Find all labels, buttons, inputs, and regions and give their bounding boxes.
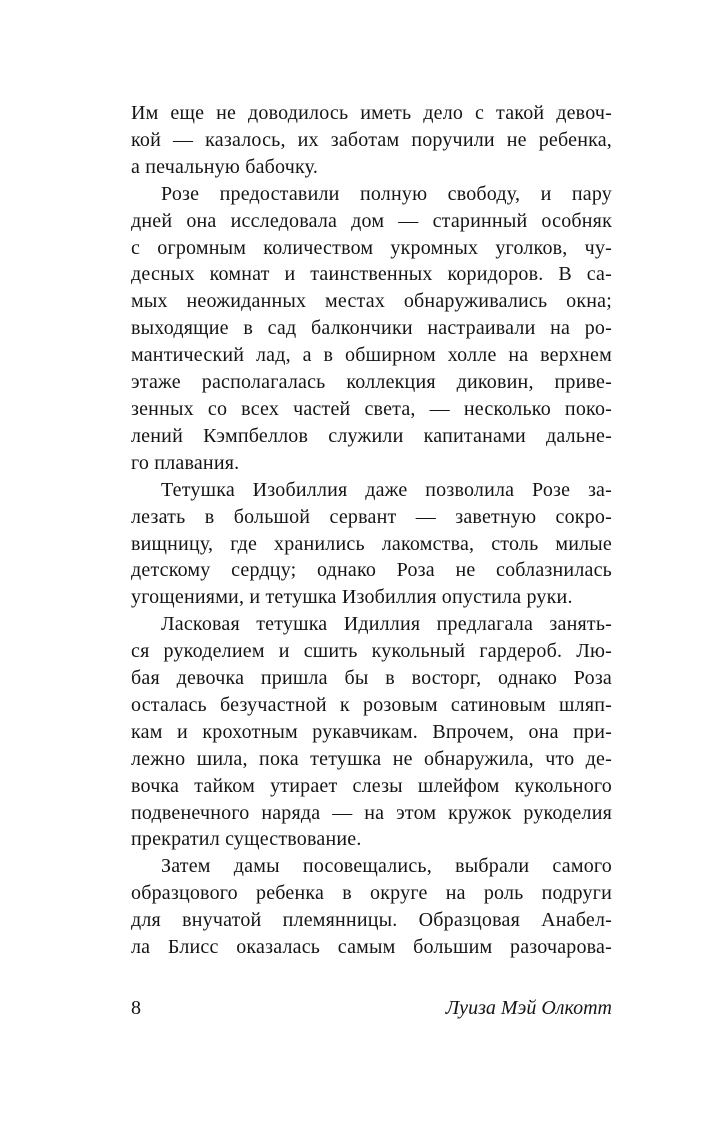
text-line: Тетушка Изобиллия даже позволила Розе за- [161, 478, 612, 501]
text-line: лений Кэмпбеллов служили капитанами дальне- [131, 424, 612, 447]
text-line: дней она исследовала дом — старинный особняк [131, 209, 612, 232]
text-line: мантический лад, а в обширном холле на верхнем [131, 344, 612, 367]
text-line: Ласковая тетушка Идиллия предлагала занять- [161, 613, 612, 636]
text-line: угощениями, и тетушка Изобиллия опустила руки. [131, 586, 573, 609]
text-line: кой — казалось, их заботам поручили не ребенка, [131, 128, 612, 151]
page-footer [131, 997, 612, 1020]
text-line: этаже располагалась коллекция диковин, приве- [131, 371, 612, 394]
text-line: Им еще не доводилось иметь дело с такой девоч- [131, 102, 612, 124]
text-line: мых неожиданных местах обнаруживались окна; [131, 290, 612, 313]
text-line: осталась безучастной к розовым сатиновым шляп- [131, 693, 612, 716]
page-text [131, 100, 612, 961]
text-line: подвенечного наряда — на этом кружок рукоделия [131, 801, 612, 824]
running-title-author: Луиза Мэй Олкотт [445, 997, 612, 1019]
text-line: а печальную бабочку. [131, 155, 319, 178]
text-line: вочка тайком утирает слезы шлейфом кукольного [131, 774, 612, 797]
text-line: для внучатой племянницы. Образцовая Анабел- [131, 909, 612, 932]
text-line: ся рукоделием и сшить кукольный гардероб. Лю- [131, 640, 612, 663]
text-line: ла Блисс оказалась самым большим разочарова- [131, 936, 612, 959]
text-line: бая девочка пришла бы в восторг, однако Роза [131, 667, 612, 690]
text-line: Розе предоставили полную свободу, и пару [161, 182, 612, 205]
text-line: зенных со всех частей света, — несколько поко- [131, 397, 612, 420]
text-line: выходящие в сад балкончики настраивали на ро- [131, 317, 612, 340]
text-line: десных комнат и таинственных коридоров. В са- [131, 263, 612, 286]
text-line: детскому сердцу; однако Роза не соблазнилась [131, 559, 612, 582]
text-line: прекратил существование. [131, 828, 362, 851]
text-line: вищницу, где хранились лакомства, столь милые [131, 532, 612, 555]
text-line: образцового ребенка в округе на роль подруги [131, 882, 612, 905]
text-line: Затем дамы посовещались, выбрали самого [161, 855, 612, 878]
text-line: лежно шила, пока тетушка не обнаружила, что де- [131, 747, 612, 770]
text-line: кам и крохотным рукавчикам. Впрочем, она при- [131, 720, 612, 743]
text-line: лезать в большой сервант — заветную сокро- [131, 505, 612, 528]
text-line: го плавания. [131, 451, 240, 474]
page-number: 8 [131, 997, 141, 1019]
text-line: с огромным количеством укромных уголков, чу- [131, 236, 612, 259]
